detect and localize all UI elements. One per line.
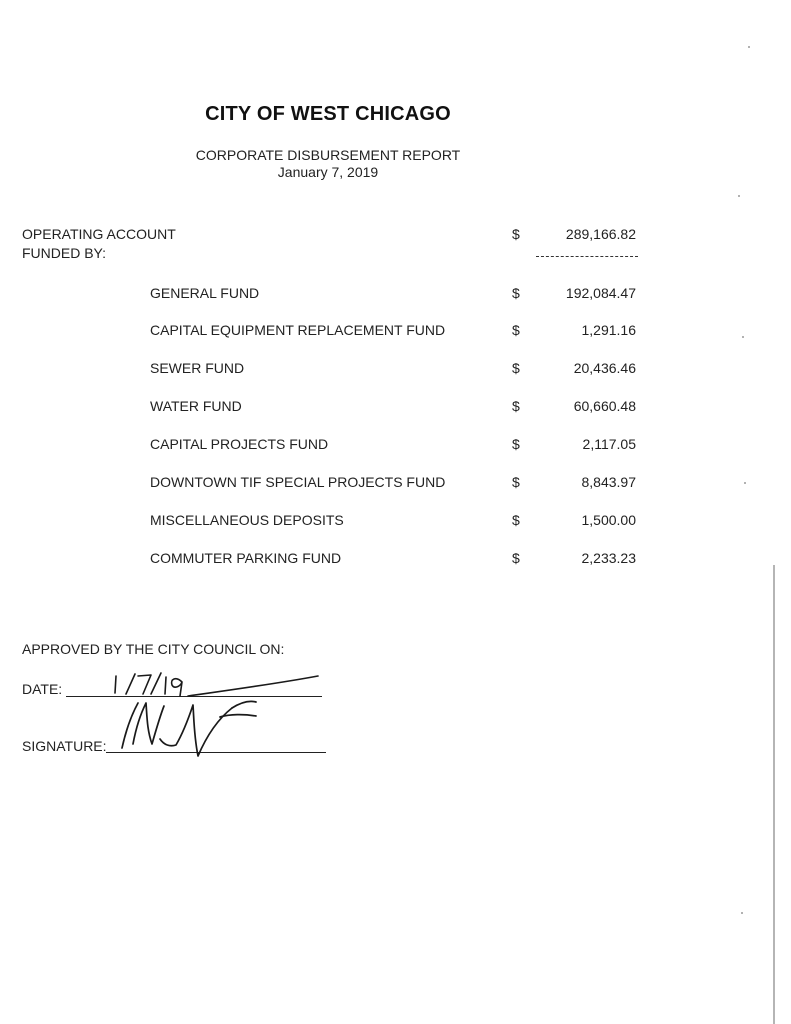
currency-symbol: $: [512, 360, 520, 376]
currency-symbol: $: [512, 322, 520, 338]
fund-label: CAPITAL EQUIPMENT REPLACEMENT FUND: [150, 322, 446, 338]
approval-heading: APPROVED BY THE CITY COUNCIL ON:: [22, 641, 285, 657]
fund-amount: 2,117.05: [582, 436, 636, 452]
fund-amount: 1,500.00: [581, 512, 636, 528]
date-label: DATE:: [22, 681, 63, 697]
fund-amount: 1,291.16: [581, 322, 636, 338]
document-title: CITY OF WEST CHICAGO: [205, 103, 451, 125]
fund-label: GENERAL FUND: [150, 285, 260, 301]
funded-by-label: FUNDED BY:: [22, 245, 107, 261]
operating-account-label: OPERATING ACCOUNT: [22, 226, 176, 242]
fund-label: SEWER FUND: [150, 360, 245, 376]
operating-account-amount: 289,166.82: [565, 226, 636, 242]
fund-amount: 20,436.46: [573, 360, 636, 376]
currency-symbol: $: [512, 474, 520, 490]
report-subtitle: CORPORATE DISBURSEMENT REPORT: [195, 147, 461, 163]
currency-symbol: $: [512, 285, 520, 301]
currency-symbol: $: [512, 398, 520, 414]
signature-label: SIGNATURE:: [22, 738, 107, 754]
fund-amount: 60,660.48: [573, 398, 636, 414]
fund-label: CAPITAL PROJECTS FUND: [150, 436, 329, 452]
fund-label: MISCELLANEOUS DEPOSITS: [150, 512, 344, 528]
currency-symbol: $: [512, 226, 520, 242]
fund-amount: 192,084.47: [565, 285, 636, 301]
fund-label: WATER FUND: [150, 398, 242, 414]
fund-label: DOWNTOWN TIF SPECIAL PROJECTS FUND: [150, 474, 446, 490]
currency-symbol: $: [512, 512, 520, 528]
fund-label: COMMUTER PARKING FUND: [150, 550, 342, 566]
currency-symbol: $: [512, 436, 520, 452]
currency-symbol: $: [512, 550, 520, 566]
report-date: January 7, 2019: [277, 164, 379, 180]
fund-amount: 8,843.97: [581, 474, 636, 490]
fund-amount: 2,233.23: [581, 550, 636, 566]
